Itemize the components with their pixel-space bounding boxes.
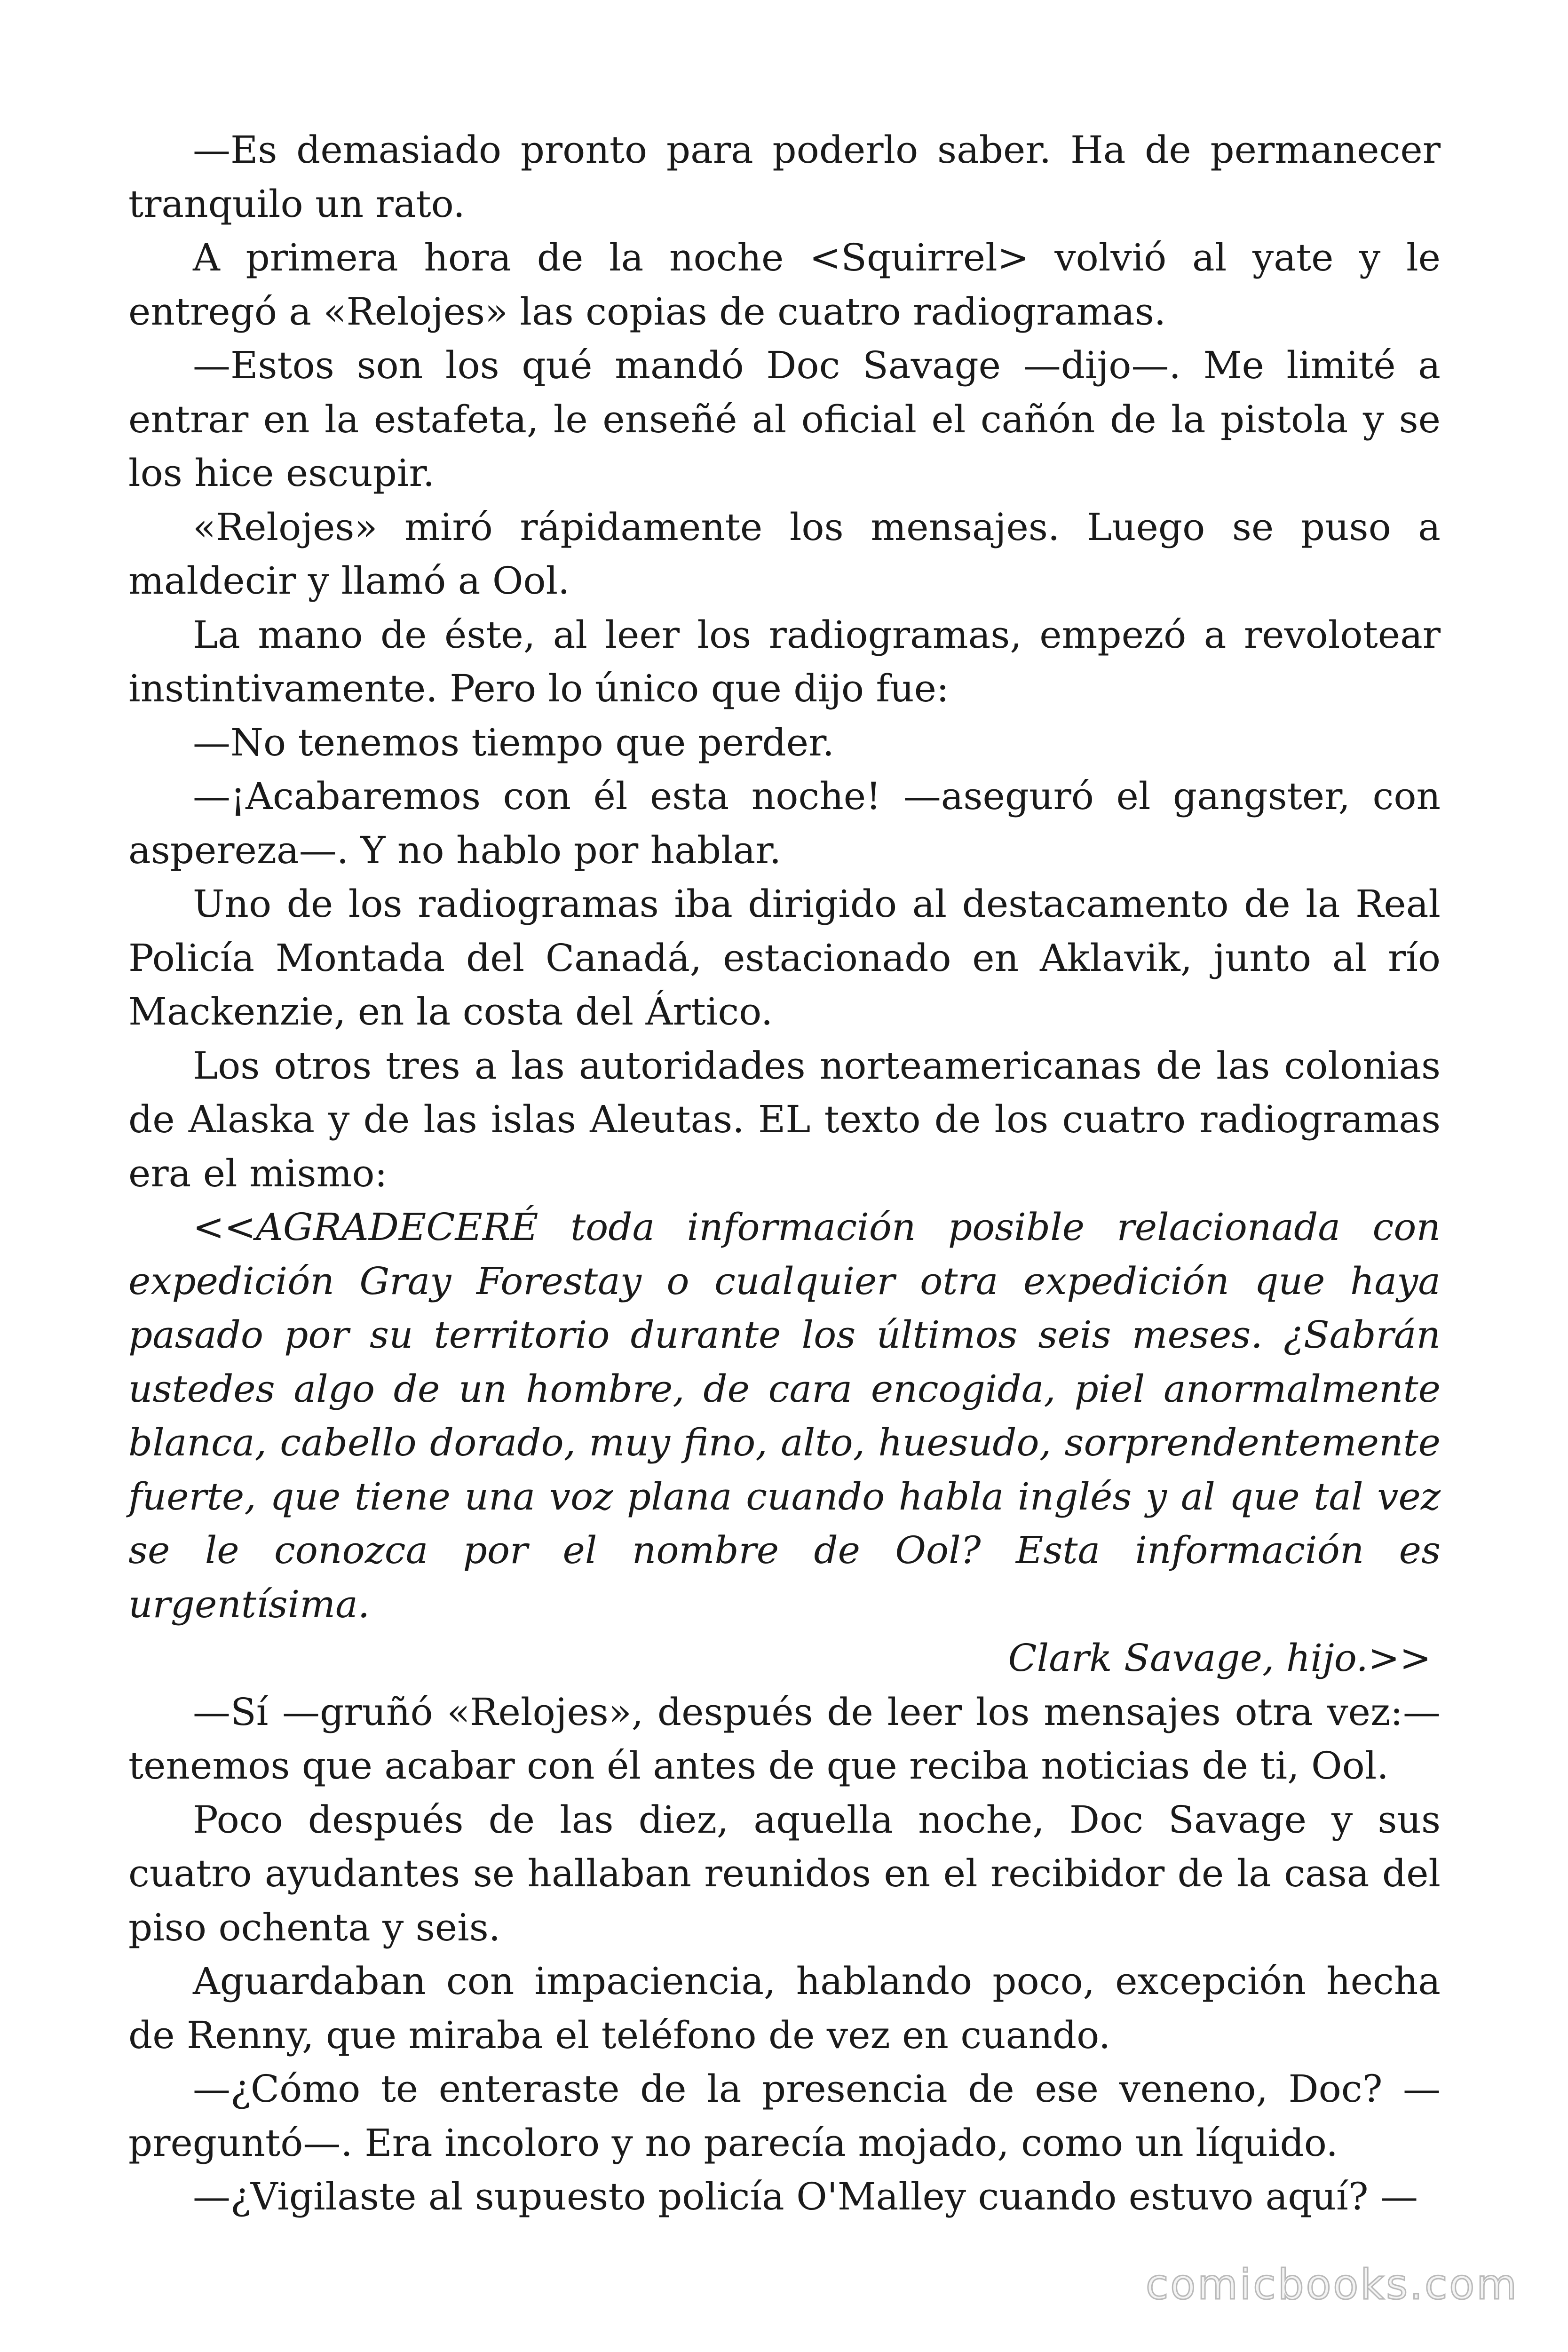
paragraph: —¿Cómo te enteraste de la presencia de ese veneno, Doc? —preguntó—. Era incoloro y no parecía mojado, como un líquido. — [128, 2067, 1441, 2165]
paragraph: Uno de los radiogramas iba dirigido al destacamento de la Real Policía Montada del Canadá, estacionado en Aklavik, junto al río Mackenzie, en la costa del Ártico. — [128, 882, 1441, 1033]
paragraph: —Sí —gruñó «Relojes», después de leer los mensajes otra vez:— tenemos que acabar con él antes de que reciba noticias de ti, Ool. — [128, 1690, 1441, 1788]
paragraph: —Es demasiado pronto para poderlo saber. Ha de permanecer tranquilo un rato. — [128, 128, 1441, 226]
radiogram-text: <<AGRADECERÉ toda información posible relacionada con expedición Gray Forestay o cualquier otra expedición que haya pasado por su territorio durante los últimos seis meses. ¿Sabrán ustedes algo de un hombre, de cara encogida, piel anormalmente blanca, cabello dorado, muy fino, alto, huesudo, sorprendentemente fuerte, que tiene una voz plana cuando habla inglés y al que tal vez se le conozca por el nombre de Ool? Esta información es urgentísima. — [128, 1205, 1441, 1626]
page-body — [128, 123, 1441, 2224]
paragraph: —¡Acabaremos con él esta noche! —aseguró el gangster, con aspereza—. Y no hablo por hablar. — [128, 774, 1441, 872]
paragraph: A primera hora de la noche <Squirrel> volvió al yate y le entregó a «Relojes» las copias de cuatro radiogramas. — [128, 236, 1441, 334]
paragraph: «Relojes» miró rápidamente los mensajes. Luego se puso a maldecir y llamó a Ool. — [128, 505, 1441, 603]
paragraph: Los otros tres a las autoridades norteamericanas de las colonias de Alaska y de las islas Aleutas. EL texto de los cuatro radiogramas era el mismo: — [128, 1043, 1441, 1195]
paragraph: —No tenemos tiempo que perder. — [193, 720, 834, 764]
paragraph: Aguardaban con impaciencia, hablando poco, excepción hecha de Renny, que miraba el teléfono de vez en cuando. — [128, 1959, 1441, 2057]
watermark: comicbooks.com — [1145, 2260, 1519, 2309]
paragraph: Poco después de las diez, aquella noche, Doc Savage y sus cuatro ayudantes se hallaban reunidos en el recibidor de la casa del piso ochenta y seis. — [128, 1797, 1441, 1949]
paragraph: —¿Vigilaste al supuesto policía O'Malley cuando estuvo aquí? — — [193, 2175, 1418, 2218]
paragraph: La mano de éste, al leer los radiogramas, empezó a revolotear instintivamente. Pero lo único que dijo fue: — [128, 612, 1441, 710]
paragraph: —Estos son los qué mandó Doc Savage —dijo—. Me limité a entrar en la estafeta, le enseñé al oficial el cañón de la pistola y se los hice escupir. — [128, 343, 1441, 495]
radiogram-signature: Clark Savage, hijo.>> — [1008, 1636, 1431, 1680]
